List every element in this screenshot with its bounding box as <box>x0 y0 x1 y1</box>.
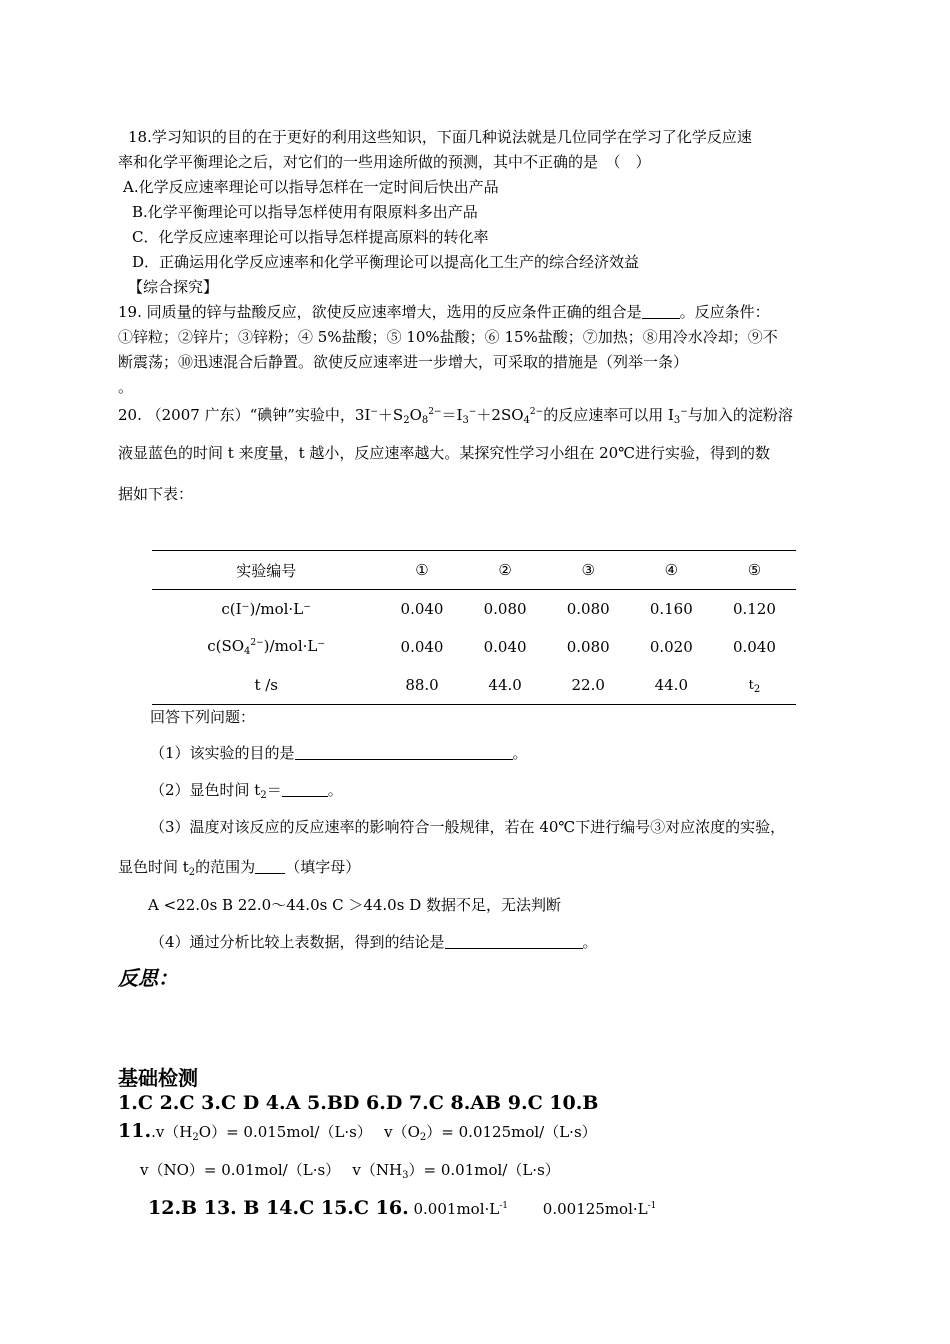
section-heading: 【综合探究】 <box>128 278 219 296</box>
q19-line3: 断震荡；⑩迅速混合后静置。欲使反应速率进一步增大，可采取的措施是（列举一条） <box>118 353 689 371</box>
q18-option-a: A.化学反应速率理论可以指导怎样在一定时间后快出产品 <box>123 178 499 196</box>
q19-line4: 。 <box>118 378 134 396</box>
q18-line1: 18.学习知识的目的在于更好的利用这些知识，下面几种说法就是几位同学在学习了化学反应速 <box>128 128 752 146</box>
answer-part3-cont: 显色时间 $t_2$的范围为 （填字母） <box>118 858 361 878</box>
answer-blank <box>282 781 328 797</box>
basic-answers-line1: 1.C 2.C 3.C D 4.A 5.BD 6.D 7.C 8.AB 9.C 10.B <box>118 1092 599 1114</box>
q20-line1: 20. （2007 广东）“碘钟”实验中，$3I^-+S_2O_8^{2-}=I_3^-+2SO_4^{2-}$的反应速率可以用 $I_3^-$与加入的淀粉溶 <box>118 406 793 426</box>
answer-part2: （2）显色时间 $t_2=$ 。 <box>150 781 343 801</box>
basic-title: 基础检测 <box>118 1066 198 1090</box>
q20-line3: 据如下表： <box>118 485 194 503</box>
q19-text: 19. 同质量的锌与盐酸反应，欲使反应速率增大，选用的反应条件正确的组合是 <box>118 303 642 321</box>
table-header-cell: ④ <box>630 551 713 590</box>
answer-blank <box>642 303 680 319</box>
q20-text: 与加入的淀粉溶 <box>687 406 793 424</box>
row-label: t /s <box>152 666 380 705</box>
experiment-table <box>152 550 796 705</box>
answer-part4: （4）通过分析比较上表数据，得到的结论是 。 <box>150 933 598 951</box>
table-cell: 0.080 <box>483 600 527 618</box>
q20-line2: 液显蓝色的时间 t 来度量，t 越小，反应速率越大。某探究性学习小组在 20℃进行实验，得到的数 <box>118 444 770 462</box>
answer-intro: 回答下列问题： <box>150 708 256 726</box>
q20-text: 20. （2007 广东）“碘钟”实验中，3I <box>118 406 371 424</box>
table-cell: 0.080 <box>566 638 610 656</box>
q20-text: ＋2SO <box>476 406 524 424</box>
basic-answers-12-16: 12.B 13. B 14.C 15.C 16. $0.001mol\cdot L^{-1}$ $0.00125mol\cdot L^{-1}$ <box>148 1197 657 1219</box>
table-cell: 88.0 <box>380 666 463 705</box>
table-cell: $t_2$ <box>713 666 796 705</box>
answer-choices: A <22.0s B 22.0～44.0s C ＞44.0s D 数据不足，无法判断 <box>148 896 561 914</box>
table-cell: 0.120 <box>732 600 776 618</box>
answer-blank <box>255 858 285 874</box>
table-cell: 0.040 <box>483 638 527 656</box>
q20-text: 的反应速率可以用 I <box>543 406 674 424</box>
table-cell: 0.040 <box>732 638 776 656</box>
q19-line1 <box>118 302 770 322</box>
table-cell: 0.040 <box>400 638 444 656</box>
reflection-heading: 反思： <box>118 966 178 990</box>
table-cell: 22.0 <box>547 666 630 705</box>
q19-line2: ①锌粒；②锌片；③锌粉；④ 5%盐酸；⑤ 10%盐酸；⑥ 15%盐酸；⑦加热；⑧用冷水冷却；⑨不 <box>118 328 778 346</box>
q20-text: O <box>409 406 422 424</box>
table-cell: 0.020 <box>649 638 693 656</box>
answer-blank <box>295 744 513 760</box>
q18-option-b: B.化学平衡理论可以指导怎样使用有限原料多出产品 <box>132 203 478 221</box>
row-label: c(I⁻)/mol·L⁻ <box>221 600 312 618</box>
q20-text: ＋S <box>377 406 404 424</box>
q20-text: ＝I <box>441 406 463 424</box>
table-header-cell: 实验编号 <box>152 551 380 590</box>
answer-part3: （3）温度对该反应的反应速率的影响符合一般规律，若在 40℃下进行编号③对应浓度的实验， <box>150 818 786 836</box>
table-header-cell: ② <box>464 551 547 590</box>
basic-answers-11b: v（NO）= 0.01mol/（L·s） $v(NH_3)= 0.01mol/(L\cdot s)$ <box>140 1161 560 1181</box>
q18-line2: 率和化学平衡理论之后，对它们的一些用途所做的预测，其中不正确的是 （ ） <box>118 153 651 171</box>
table-row <box>152 628 796 666</box>
table-cell: 0.040 <box>400 600 444 618</box>
row-label: $c(SO_4^{2-})/mol\cdot L^-$ <box>207 637 326 657</box>
table-header-cell: ⑤ <box>713 551 796 590</box>
table-header-cell: ③ <box>547 551 630 590</box>
table-header-cell: ① <box>380 551 463 590</box>
answer-blank <box>445 933 583 949</box>
q18-option-d: D．正确运用化学反应速率和化学平衡理论可以提高化工生产的综合经济效益 <box>132 253 640 271</box>
basic-answers-11: $11..v(H_2O)= 0.015mol/(L\cdot s)$ $v(O_2)= 0.0125mol/(L\cdot s)$ <box>118 1120 597 1143</box>
q19-text-end: 。反应条件： <box>679 303 770 321</box>
table-row <box>152 590 796 629</box>
table-cell: 0.160 <box>649 600 693 618</box>
table-cell: 0.080 <box>566 600 610 618</box>
table-header-row <box>152 551 796 590</box>
table-cell: 44.0 <box>630 666 713 705</box>
q18-option-c: C．化学反应速率理论可以指导怎样提高原料的转化率 <box>132 228 489 246</box>
table-cell: 44.0 <box>464 666 547 705</box>
table-row <box>152 666 796 705</box>
answer-part1: （1）该实验的目的是 。 <box>150 744 528 762</box>
